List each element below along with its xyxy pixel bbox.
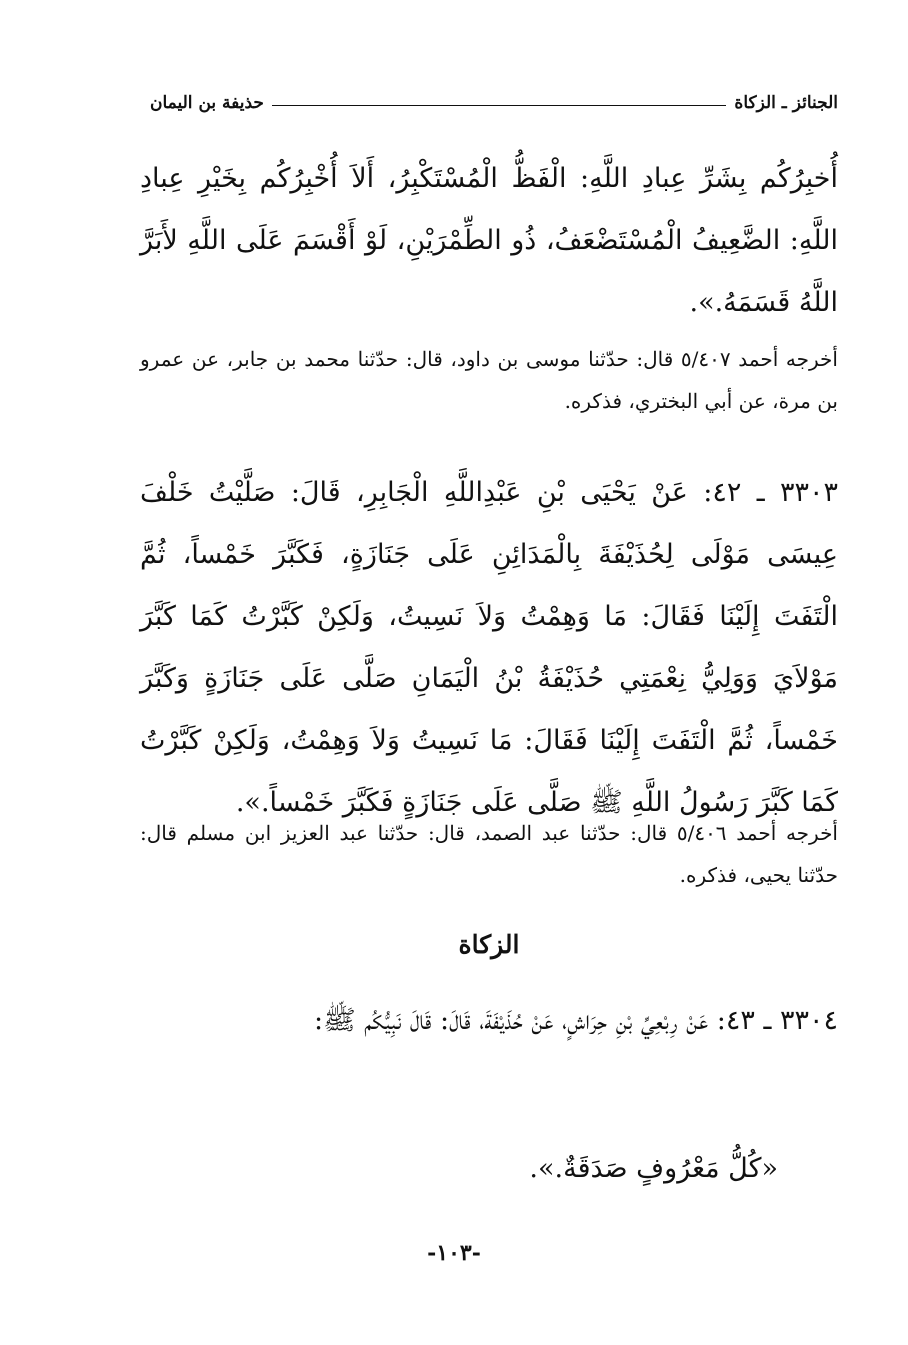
hadith-continuation: أُخبِرُكُم بِشَرِّ عِبادِ اللَّهِ: الْفَظُّ الْمُسْتَكْبِرُ، أَلاَ أُخْبِرُكُم بِخَيْرِ عِبادِ اللَّهِ: الضَّعِيفُ الْمُسْتَضْعَفُ، ذُو الطِّمْرَيْنِ، لَوْ أَقْسَمَ عَلَى اللَّهِ لأَبَرَّ اللَّهُ قَسَمَهُ.».	[140, 163, 838, 318]
hadith-3303: ٣٣٠٣ ـ ٤٢: عَنْ يَحْيَى بْنِ عَبْدِاللَّهِ الْجَابِرِ، قَالَ: صَلَّيْتُ خَلْفَ عِيسَى مَوْلَى لِحُذَيْفَةَ بِالْمَدَائِنِ عَلَى جَنَازَةٍ، فَكَبَّرَ خَمْساً، ثُمَّ الْتَفَتَ إِلَيْنَا فَقَالَ: مَا وَهِمْتُ وَلاَ نَسِيتُ، وَلَكِنْ كَبَّرْتُ كَمَا كَبَّرَ مَوْلاَيَ وَوَلِيُّ نِعْمَتِي حُذَيْفَةُ بْنُ الْيَمَانِ صَلَّى عَلَى جَنَازَةٍ وَكَبَّرَ خَمْساً، ثُمَّ الْتَفَتَ إِلَيْنَا فَقَالَ: مَا نَسِيتُ وَلاَ وَهِمْتُ، وَلَكِنْ كَبَّرْتُ كَمَا كَبَّرَ رَسُولُ اللَّهِ ﷺ صَلَّى عَلَى جَنَازَةٍ فَكَبَّرَ خَمْساً.».	[140, 477, 838, 818]
hadith-3304-quote: «كُلُّ مَعْرُوفٍ صَدَقَةٌ.».	[529, 1153, 778, 1184]
takhrij-note-1: أخرجه أحمد ٥/٤٠٧ قال: حدّثنا موسى بن داود، قال: حدّثنا محمد بن جابر، عن عمرو بن مرة، عن أبي البختري، فذكره.	[140, 347, 838, 413]
section-title-zakat: الزكاة	[458, 930, 520, 959]
page-number: -١٠٣-	[427, 1240, 481, 1266]
header-chapter-title: الجنائز ـ الزكاة	[734, 93, 838, 113]
running-header	[150, 88, 838, 118]
takhrij-note-2: أخرجه أحمد ٥/٤٠٦ قال: حدّثنا عبد الصمد، قال: حدّثنا عبد العزيز ابن مسلم قال: حدّثنا يحيى، فذكره.	[140, 821, 838, 887]
header-companion-title: حذيفة بن اليمان	[150, 93, 264, 113]
hadith-3304: ٣٣٠٤ ـ ٤٣: عَنْ رِبْعِيِّ بْنِ حِرَاشٍ، عَنْ حُذَيْفَةَ، قَالَ: قَالَ نَبِيُّكُم ﷺ:	[314, 1005, 838, 1036]
header-rule	[272, 105, 727, 106]
